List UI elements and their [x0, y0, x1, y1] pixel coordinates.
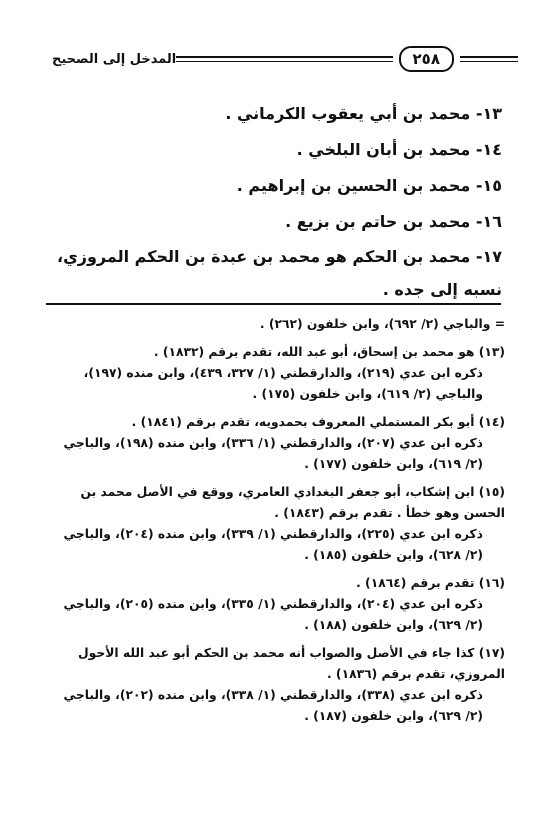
footnote-14 — [44, 412, 505, 475]
main-item-16: ١٦- محمد بن حاتم بن بزيع . — [285, 212, 502, 231]
footnote-citation: ذكره ابن عدي (٣٣٨)، والدارقطني (١/ ٣٣٨)، وابن منده (٢٠٢)، والباجي (٢/ ٦٢٩)، وابن خلفون (١٨٧) . — [63, 688, 483, 723]
footnote-citation: ذكره ابن عدي (٢٠٤)، والدارقطني (١/ ٣٣٥)، وابن منده (٢٠٥)، والباجي (٢/ ٦٢٩)، وابن خلفون (١٨٨) . — [63, 597, 483, 632]
footnote-13 — [44, 342, 505, 405]
main-item-15: ١٥- محمد بن الحسين بن إبراهيم . — [236, 176, 502, 195]
footnote-citation: ذكره ابن عدي (٢٢٥)، والدارقطني (١/ ٣٣٩)، وابن منده (٢٠٤)، والباجي (٢/ ٦٢٨)، وابن خلفون (١٨٥) . — [63, 527, 483, 562]
footnote-head: (١٥) ابن إشكاب، أبو جعفر البغدادي العامري، ووقع في الأصل محمد بن الحسن وهو خطأ . تقدم برقم (١٨٤٣) . — [80, 485, 505, 520]
footnote-citation: ذكره ابن عدي (٢٠٧)، والدارقطني (١/ ٣٣٦)، وابن منده (١٩٨)، والباجي (٢/ ٦١٩)، وابن خلفون (١٧٧) . — [63, 436, 483, 471]
main-item-17: ١٧- محمد بن الحكم هو محمد بن عبدة بن الحكم المروزي، نسبه إلى جده . — [57, 247, 502, 299]
footnote-head: (١٣) هو محمد بن إسحاق، أبو عبد الله، تقدم برقم (١٨٣٢) . — [153, 345, 505, 359]
header-rule-right — [460, 56, 518, 62]
footnote-head: (١٦) تقدم برقم (١٨٦٤) . — [356, 576, 505, 590]
footnote-separator — [46, 303, 501, 305]
footnote-citation: ذكره ابن عدي (٢١٩)، والدارقطني (١/ ٣٢٧، ٤٣٩)، وابن منده (١٩٧)، والباجي (٢/ ٦١٩)، وابن خلفون (١٧٥) . — [83, 366, 483, 401]
footnotes — [44, 314, 505, 734]
running-title: المدخل إلى الصحيح — [52, 51, 177, 67]
footnote-continuation-text: = والباجي (٢/ ٦٩٢)، وابن خلفون (٢٦٢) . — [259, 317, 505, 331]
footnote-15 — [44, 482, 505, 566]
page-number: ٢٥٨ — [399, 46, 454, 72]
footnote-head: (١٧) كذا جاء في الأصل والصواب أنه محمد بن الحكم أبو عبد الله الأحول المروزي، تقدم برقم (١٨٣٦) . — [77, 646, 505, 681]
main-item-13: ١٣- محمد بن أبي يعقوب الكرماني . — [225, 104, 502, 123]
main-item-14: ١٤- محمد بن أبان البلخي . — [296, 140, 502, 159]
header-rule-left — [176, 56, 392, 62]
main-text — [44, 96, 502, 306]
footnote-16 — [44, 573, 505, 636]
footnote-head: (١٤) أبو بكر المستملي المعروف بحمدويه، تقدم برقم (١٨٤١) . — [131, 415, 505, 429]
footnote-continuation — [44, 314, 505, 335]
page-header — [44, 44, 518, 74]
footnote-17 — [44, 643, 505, 727]
